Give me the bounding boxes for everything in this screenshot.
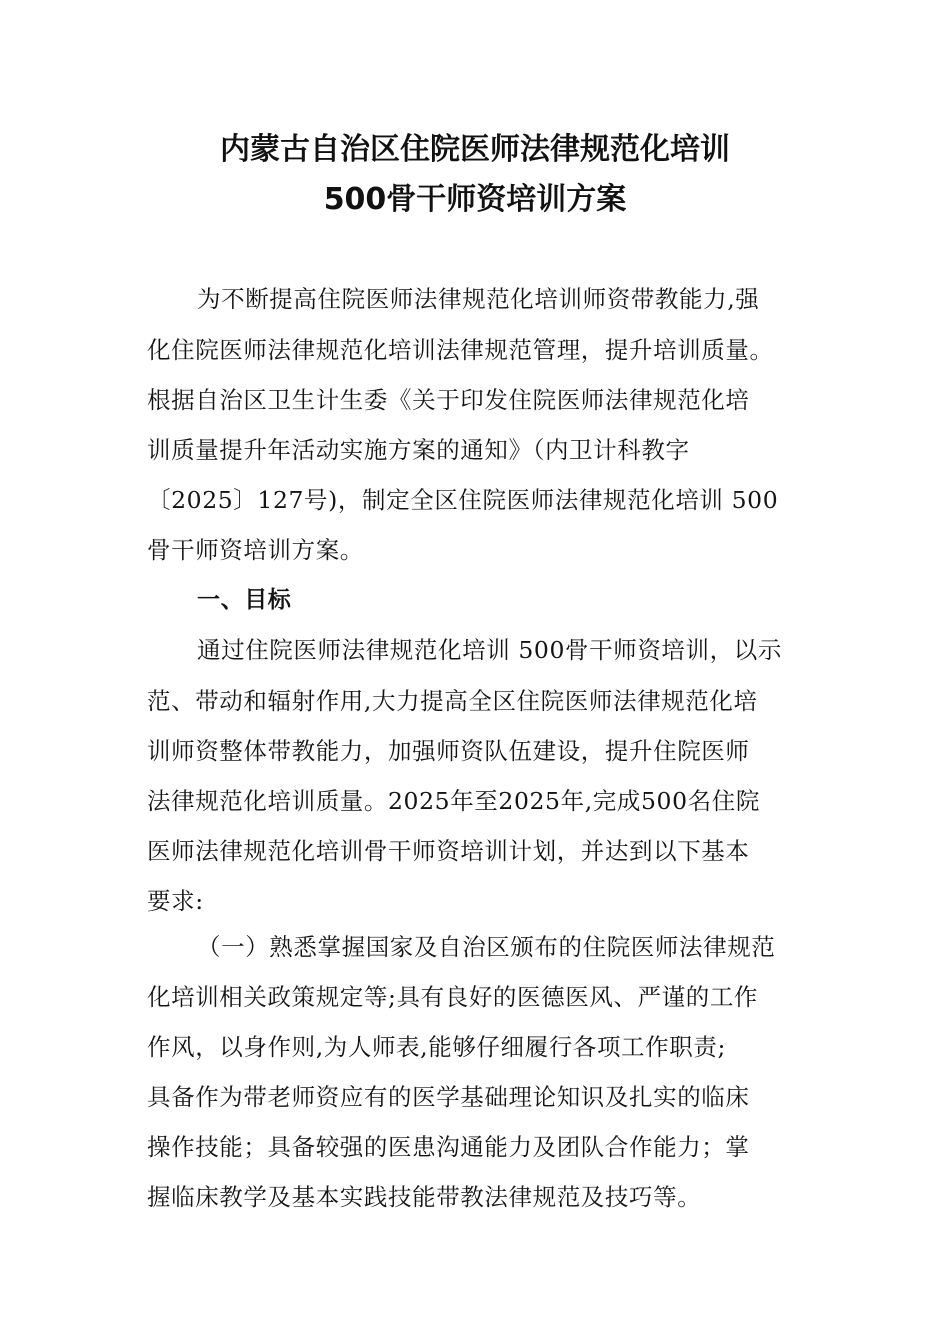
item-1-line: 作风，以身作则,为人师表,能够仔细履行各项工作职责; — [147, 1033, 726, 1061]
document-title-line-1: 内蒙古自治区住院医师法律规范化培训 — [220, 132, 730, 167]
section-body-line: 医师法律规范化培训骨干师资培训计划，并达到以下基本 — [147, 837, 750, 865]
item-1-line: 化培训相关政策规定等;具有良好的医德医风、严谨的工作 — [147, 983, 759, 1011]
section-body-line: 法律规范化培训质量。2025年至2025年,完成500名住院 — [147, 787, 760, 815]
item-1-line: （一）熟悉掌握国家及自治区颁布的住院医师法律规范 — [197, 933, 776, 961]
item-1-line: 具备作为带老师资应有的医学基础理论知识及扎实的临床 — [147, 1083, 750, 1111]
section-body-line: 训师资整体带教能力，加强师资队伍建设，提升住院医师 — [147, 737, 750, 765]
section-body-line: 范、带动和辐射作用,大力提高全区住院医师法律规范化培 — [147, 687, 758, 715]
section-body-line: 要求: — [147, 887, 204, 915]
intro-line: 训质量提升年活动实施方案的通知》（内卫计科教字 — [147, 436, 690, 464]
intro-line: 〔2025〕127号)，制定全区住院医师法律规范化培训 500 — [147, 486, 779, 514]
intro-line: 根据自治区卫生计生委《关于印发住院医师法律规范化培 — [147, 386, 750, 414]
document-title-line-2: 500骨干师资培训方案 — [323, 182, 627, 217]
item-1-line: 操作技能；具备较强的医患沟通能力及团队合作能力；掌 — [147, 1133, 750, 1161]
intro-line: 为不断提高住院医师法律规范化培训师资带教能力,强 — [197, 285, 760, 313]
intro-line: 骨干师资培训方案。 — [147, 536, 364, 564]
intro-line: 化住院医师法律规范化培训法律规范管理，提升培训质量。 — [147, 336, 774, 364]
item-1-line: 握临床教学及基本实践技能带教法律规范及技巧等。 — [147, 1183, 702, 1211]
section-heading-goals: 一、目标 — [197, 587, 292, 613]
section-body-line: 通过住院医师法律规范化培训 500骨干师资培训，以示 — [197, 636, 782, 664]
